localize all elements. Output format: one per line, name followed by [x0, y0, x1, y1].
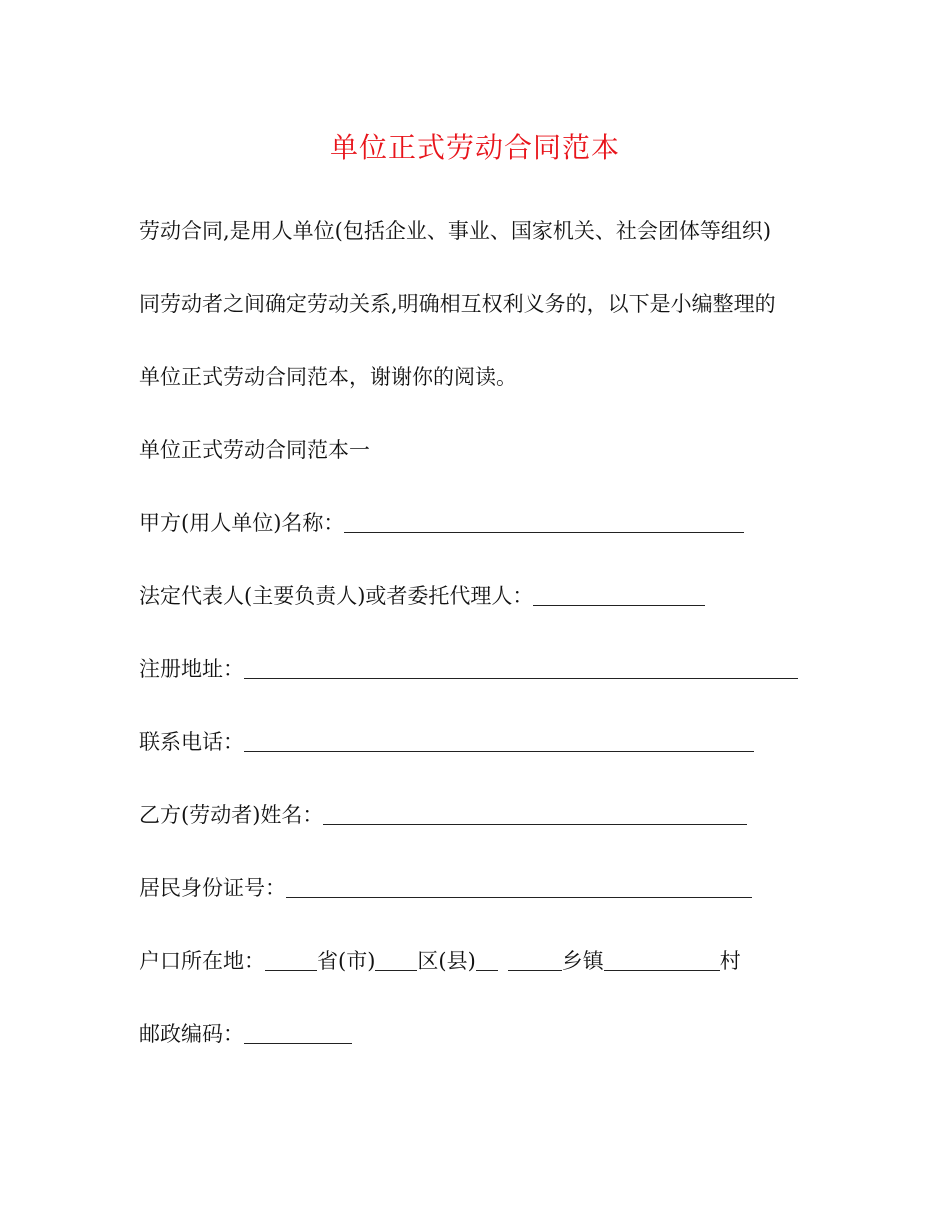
phone-row [139, 727, 754, 757]
district-label: 区(县) [417, 949, 476, 973]
postal-code-row [139, 1019, 352, 1049]
district-extra-blank[interactable] [476, 950, 498, 971]
section-heading: 单位正式劳动合同范本一 [139, 438, 370, 462]
hukou-row [139, 946, 741, 976]
address-label: 注册地址： [139, 657, 244, 681]
id-number-label: 居民身份证号： [139, 876, 286, 900]
phone-label: 联系电话： [139, 730, 244, 754]
employer-name-row [139, 508, 744, 538]
employee-name-label: 乙方(劳动者)姓名： [139, 803, 324, 827]
id-number-row [139, 873, 752, 903]
province-blank[interactable] [265, 950, 317, 971]
employer-name-label: 甲方(用人单位)名称： [139, 511, 345, 535]
postal-code-blank[interactable] [244, 1023, 352, 1044]
township-label: 乡镇 [561, 949, 604, 973]
document-title: 单位正式劳动合同范本 [329, 131, 620, 164]
address-row [139, 654, 798, 684]
phone-blank[interactable] [244, 731, 754, 752]
district-blank[interactable] [375, 950, 417, 971]
legal-rep-blank[interactable] [533, 585, 705, 606]
employer-name-blank[interactable] [344, 512, 744, 533]
village-label: 村 [719, 949, 741, 973]
intro-line-3: 单位正式劳动合同范本，谢谢你的阅读。 [139, 365, 517, 389]
village-blank[interactable] [604, 950, 720, 971]
employee-name-blank[interactable] [323, 804, 747, 825]
intro-line-2: 同劳动者之间确定劳动关系,明确相互权利义务的，以下是小编整理的 [139, 292, 776, 316]
hukou-label: 户口所在地： [139, 949, 265, 973]
legal-rep-label: 法定代表人(主要负责人)或者委托代理人： [139, 584, 534, 608]
intro-line-1: 劳动合同,是用人单位(包括企业、事业、国家机关、社会团体等组织) [139, 219, 772, 243]
province-label: 省(市) [317, 949, 376, 973]
township-blank[interactable] [508, 950, 562, 971]
address-blank[interactable] [244, 658, 798, 679]
id-number-blank[interactable] [286, 877, 752, 898]
postal-code-label: 邮政编码： [139, 1022, 244, 1046]
legal-rep-row [139, 581, 705, 611]
employee-name-row [139, 800, 747, 830]
